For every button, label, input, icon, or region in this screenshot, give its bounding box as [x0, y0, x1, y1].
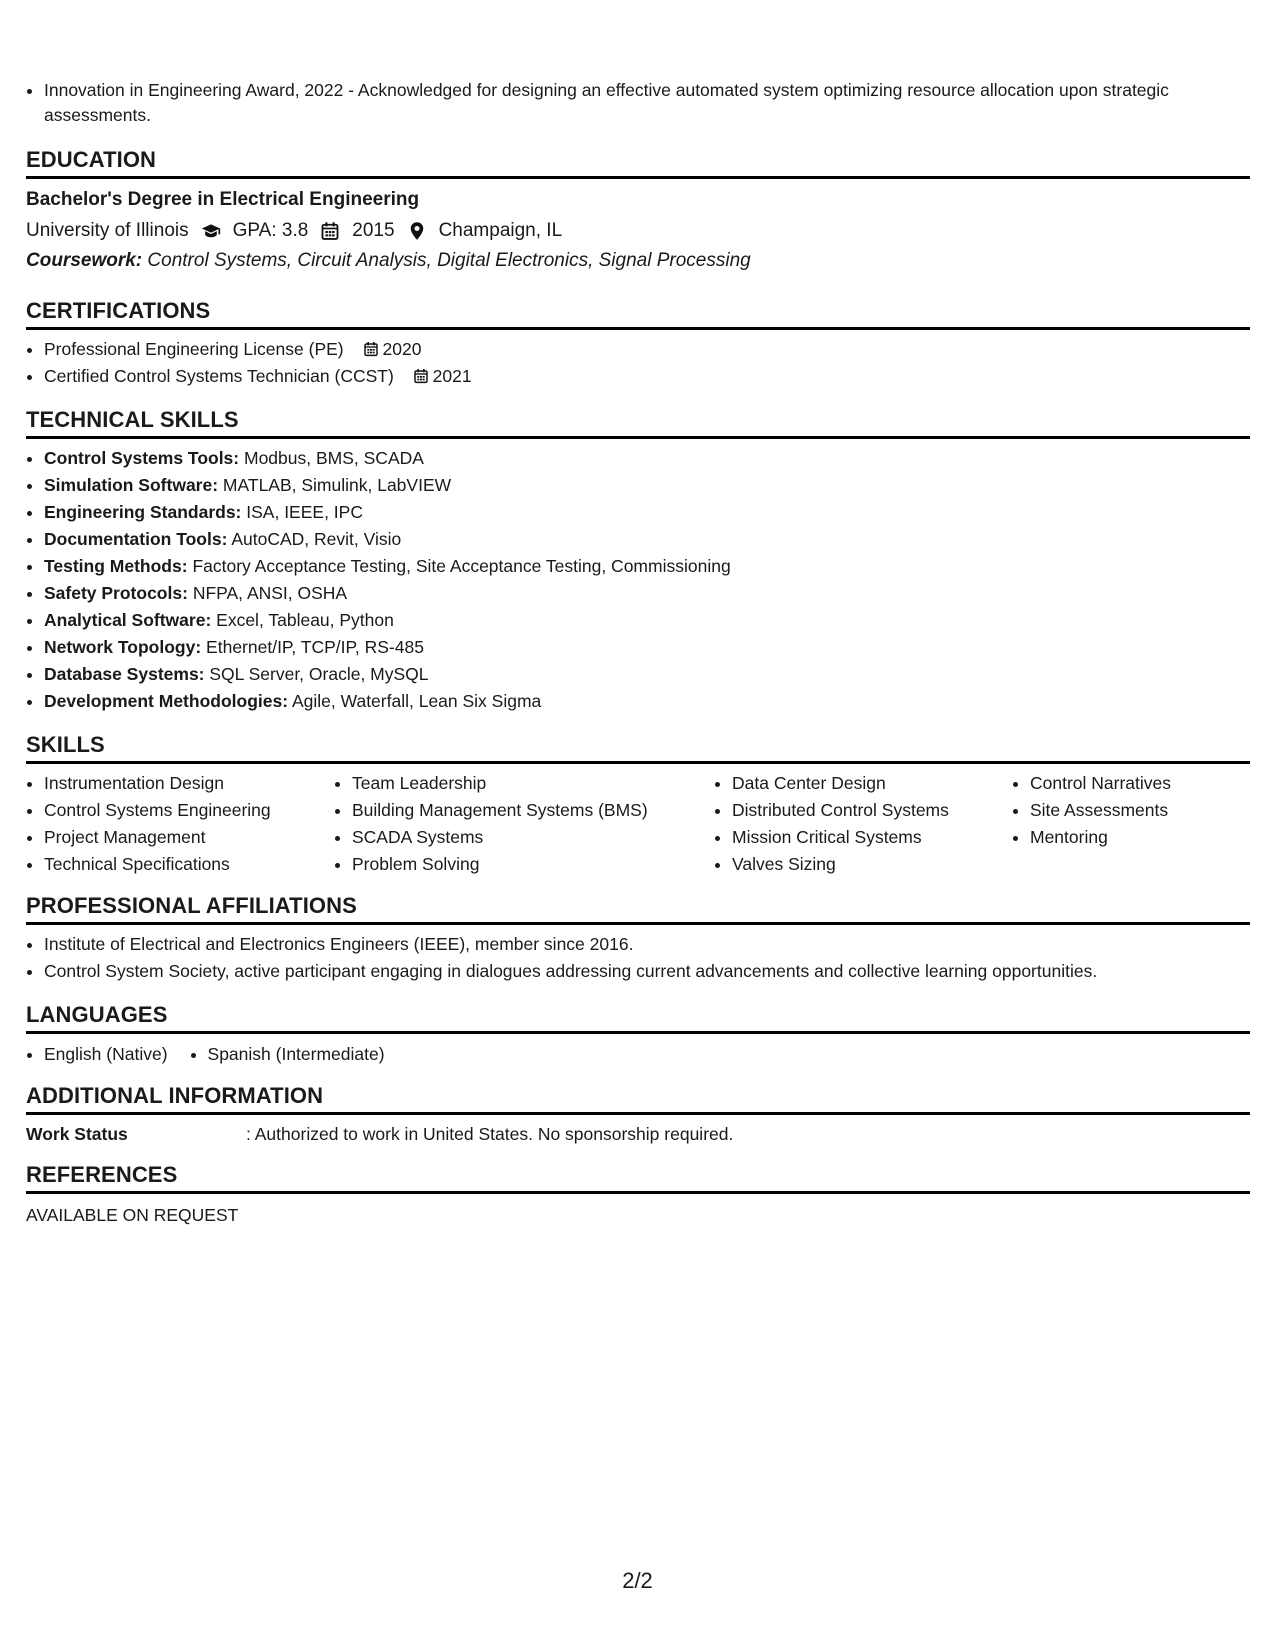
skills-section [26, 731, 1250, 878]
list-item: • Instrumentation Design [44, 770, 334, 797]
education-title: EDUCATION [26, 146, 1250, 179]
skills-title: SKILLS [26, 731, 1250, 764]
list-item: • Team Leadership [352, 770, 714, 797]
certification-year: 2020 [382, 339, 422, 359]
list-item [44, 526, 1250, 553]
languages-list [26, 1042, 425, 1066]
list-item: • Control System Society, active participant engaging in dialogues addressing current advancements and collective learning opportunities. [44, 958, 1250, 985]
coursework-list: Control Systems, Circuit Analysis, Digital Electronics, Signal Processing [147, 250, 751, 271]
skill-value: Modbus, BMS, SCADA [244, 448, 424, 468]
education-section [26, 146, 1250, 275]
references-section [26, 1161, 1250, 1228]
skill-label: Development Methodologies: [44, 691, 289, 711]
certifications-title: CERTIFICATIONS [26, 297, 1250, 330]
certification-year: 2021 [432, 366, 472, 386]
degree-title: Bachelor's Degree in Electrical Engineering [26, 189, 420, 210]
list-item: • Institute of Electrical and Electronics Engineers (IEEE), member since 2016. [44, 931, 1250, 958]
skill-value: Agile, Waterfall, Lean Six Sigma [291, 691, 542, 711]
calendar-icon [413, 368, 429, 384]
affiliations-list [26, 931, 1250, 985]
additional-info-section [26, 1082, 1250, 1147]
affiliations-title: PROFESSIONAL AFFILIATIONS [26, 892, 1250, 925]
list-item: • Spanish (Intermediate) [208, 1042, 385, 1066]
certification-item [44, 336, 1250, 363]
list-item: • Control Systems Engineering [44, 797, 334, 824]
list-item: • Site Assessments [1030, 797, 1230, 824]
skills-column [26, 770, 334, 878]
list-item: • Valves Sizing [732, 851, 1012, 878]
list-item: • English (Native) [44, 1042, 168, 1066]
award-item: • Innovation in Engineering Award, 2022 - Acknowledged for designing an effective automated system optimizing resource allocation upon strategic assessments. [44, 78, 1250, 128]
additional-info-title: ADDITIONAL INFORMATION [26, 1082, 1250, 1115]
languages-section [26, 1001, 1250, 1066]
list-item: • Distributed Control Systems [732, 797, 1012, 824]
gpa: GPA: 3.8 [232, 220, 309, 241]
school-name: University of Illinois [26, 220, 189, 241]
affiliations-section [26, 892, 1250, 985]
work-status-label: Work Status [26, 1124, 128, 1144]
graduation-year: 2015 [352, 220, 395, 241]
calendar-icon [363, 341, 379, 357]
technical-skills-title: TECHNICAL SKILLS [26, 406, 1250, 439]
skill-label: Testing Methods: [44, 556, 188, 576]
references-title: REFERENCES [26, 1161, 1250, 1194]
list-item [44, 661, 1250, 688]
list-item [44, 607, 1250, 634]
technical-skills-section [26, 406, 1250, 715]
skills-column [334, 770, 714, 878]
list-item [44, 634, 1250, 661]
page-number: 2/2 [622, 1568, 653, 1593]
skill-label: Simulation Software: [44, 475, 219, 495]
graduation-cap-icon [201, 221, 223, 241]
skill-value: AutoCAD, Revit, Visio [231, 529, 402, 549]
skill-value: MATLAB, Simulink, LabVIEW [222, 475, 452, 495]
list-item: • Control Narratives [1030, 770, 1230, 797]
work-status-row [26, 1121, 1250, 1147]
certification-name: Certified Control Systems Technician (CCST) [44, 366, 394, 386]
list-item: • Project Management [44, 824, 334, 851]
technical-skills-list [26, 445, 1250, 715]
skill-value: Ethernet/IP, TCP/IP, RS-485 [206, 637, 424, 657]
skill-label: Engineering Standards: [44, 502, 242, 522]
skill-label: Safety Protocols: [44, 583, 188, 603]
awards-list [26, 78, 1250, 128]
certification-name: Professional Engineering License (PE) [44, 339, 344, 359]
certifications-section [26, 297, 1250, 390]
references-text: AVAILABLE ON REQUEST [26, 1205, 239, 1225]
work-status-value: : Authorized to work in United States. No sponsorship required. [246, 1124, 734, 1144]
skill-label: Analytical Software: [44, 610, 212, 630]
list-item: • Problem Solving [352, 851, 714, 878]
map-pin-icon [407, 221, 429, 241]
list-item: • Mentoring [1030, 824, 1230, 851]
calendar-icon [320, 221, 342, 241]
coursework-label: Coursework: [26, 250, 143, 271]
languages-title: LANGUAGES [26, 1001, 1250, 1034]
skill-value: NFPA, ANSI, OSHA [192, 583, 348, 603]
skill-label: Database Systems: [44, 664, 205, 684]
list-item: • Data Center Design [732, 770, 1012, 797]
list-item [44, 445, 1250, 472]
skill-value: Factory Acceptance Testing, Site Acceptance Testing, Commissioning [192, 556, 731, 576]
list-item: • SCADA Systems [352, 824, 714, 851]
coursework [26, 247, 1250, 275]
list-item [44, 553, 1250, 580]
certifications-list [26, 336, 1250, 390]
list-item [44, 499, 1250, 526]
skills-column [714, 770, 1012, 878]
skill-label: Documentation Tools: [44, 529, 228, 549]
certification-item [44, 363, 1250, 390]
school-location: Champaign, IL [438, 220, 563, 241]
skill-value: Excel, Tableau, Python [216, 610, 394, 630]
resume-page [26, 78, 1250, 1228]
skill-value: SQL Server, Oracle, MySQL [209, 664, 429, 684]
skill-label: Control Systems Tools: [44, 448, 240, 468]
list-item: • Mission Critical Systems [732, 824, 1012, 851]
skills-grid [26, 770, 1250, 878]
list-item: • Building Management Systems (BMS) [352, 797, 714, 824]
languages-row [26, 1042, 1250, 1066]
list-item [44, 472, 1250, 499]
skill-label: Network Topology: [44, 637, 202, 657]
skills-column [1012, 770, 1230, 878]
skill-value: ISA, IEEE, IPC [246, 502, 363, 522]
list-item [44, 688, 1250, 715]
list-item: • Technical Specifications [44, 851, 334, 878]
list-item [44, 580, 1250, 607]
education-details [26, 217, 1250, 245]
